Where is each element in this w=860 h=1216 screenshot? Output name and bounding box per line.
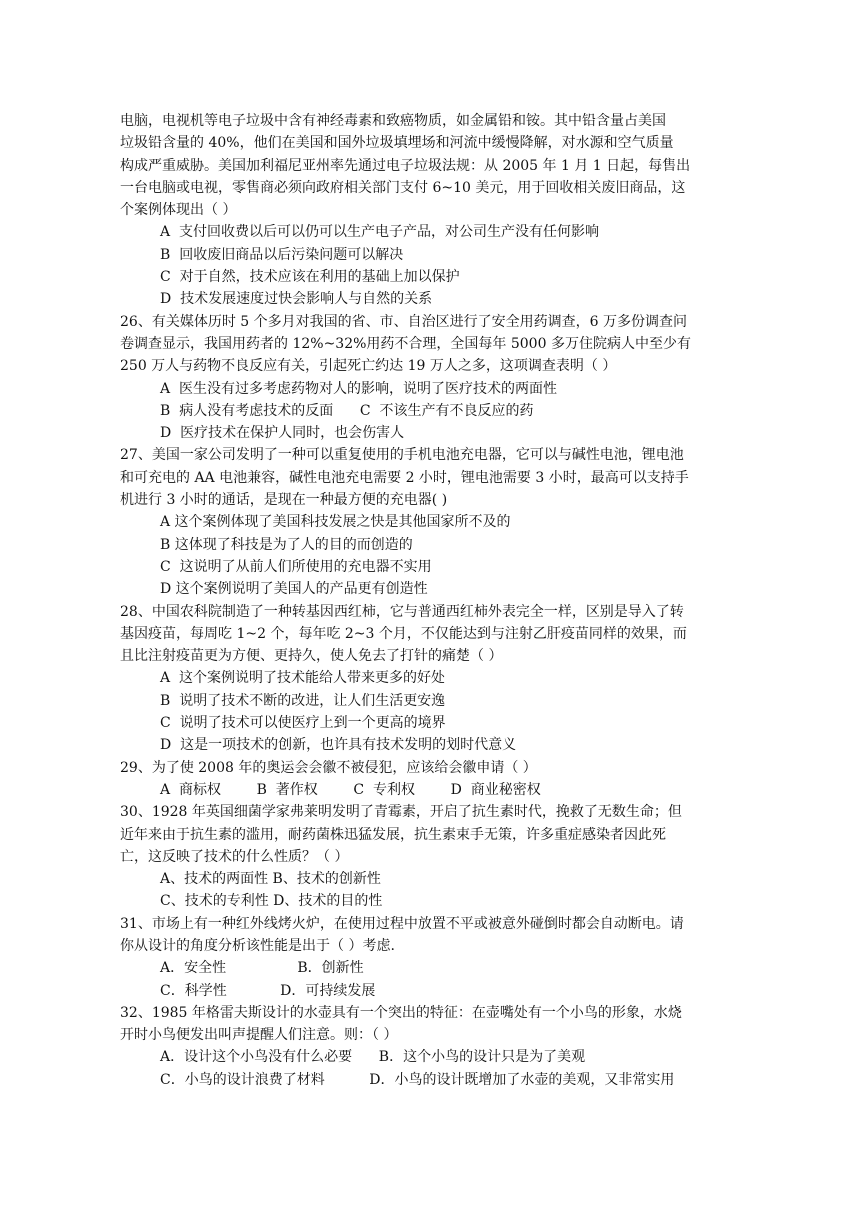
question-stem [120, 1002, 740, 1047]
question-30 [120, 801, 740, 912]
stem-line: 基因疫苗，每周吃 1~2 个，每年吃 2~3 个月，不仅能达到与注射乙肝疫苗同样的效果，而 [120, 625, 687, 642]
option: D 技术发展速度过快会影响人与自然的关系 [160, 291, 433, 308]
option: D 医疗技术在保护人同时，也会伤害人 [160, 425, 405, 442]
question-25-continued [120, 110, 740, 311]
question-32 [120, 1002, 740, 1091]
stem-line: 亡，这反映了技术的什么性质？（ ） [120, 848, 349, 865]
question-stem [120, 801, 740, 868]
question-stem [120, 757, 740, 779]
option: B 这体现了科技是为了人的目的而创造的 [160, 536, 413, 553]
option: C 对于自然，技术应该在利用的基础上加以保护 [160, 269, 460, 286]
stem-line: 32、1985 年格雷夫斯设计的水壶具有一个突出的特征：在壶嘴处有一个小鸟的形象，水烧 [120, 1004, 682, 1021]
option: B 回收废旧商品以后污染问题可以解决 [160, 246, 404, 263]
stem-line: 27、美国一家公司发明了一种可以重复使用的手机电池充电器，它可以与碱性电池，锂电池 [120, 447, 684, 464]
stem-line: 构成严重威胁。美国加利福尼亚州率先通过电子垃圾法规：从 2005 年 1 月 1 日起，每售出 [120, 157, 691, 174]
question-stem [120, 444, 740, 511]
stem-line: 你从设计的角度分析该性能是出于（ ）考虑. [120, 937, 395, 954]
stem-line: 垃圾铅含量的 40%，他们在美国和国外垃圾填埋场和河流中缓慢降解，对水源和空气质量 [120, 135, 674, 152]
stem-line: 卷调查显示，我国用药者的 12%~32%用药不合理，全国每年 5000 多万住院病人中至少有 [120, 335, 691, 352]
question-27 [120, 444, 740, 600]
question-28 [120, 601, 740, 757]
stem-line: 机进行 3 小时的通话，是现在一种最方便的充电器( ) [120, 492, 448, 509]
option: B 病人没有考虑技术的反面 C 不该生产有不良反应的药 [160, 402, 534, 419]
option: A 医生没有过多考虑药物对人的影响，说明了医疗技术的两面性 [160, 380, 558, 397]
option: C．小鸟的设计浪费了材料 D．小鸟的设计既增加了水壶的美观，又非常实用 [160, 1071, 675, 1088]
stem-line: 250 万人与药物不良反应有关，引起死亡约达 19 万人之多，这项调查表明（ ） [120, 358, 617, 375]
option: A．安全性 B．创新性 [160, 960, 364, 977]
question-stem [120, 601, 740, 668]
option: C．科学性 D．可持续发展 [160, 982, 376, 999]
stem-line: 31、市场上有一种红外线烤火炉，在使用过程中放置不平或被意外碰倒时都会自动断电。请 [120, 915, 684, 932]
question-stem [120, 913, 740, 958]
option: A 商标权 B 著作权 C 专利权 D 商业秘密权 [160, 781, 541, 798]
stem-line: 个案例体现出（ ） [120, 202, 237, 219]
option: A 这个案例体现了美国科技发展之快是其他国家所不及的 [160, 514, 511, 531]
option: A 这个案例说明了技术能给人带来更多的好处 [160, 670, 446, 687]
stem-line: 29、为了使 2008 年的奥运会会徽不被侵犯，应该给会徽申请（ ） [120, 759, 537, 776]
stem-line: 一台电脑或电视，零售商必须向政府相关部门支付 6~10 美元，用于回收相关废旧商品，这 [120, 179, 686, 196]
question-29 [120, 757, 740, 802]
stem-line: 和可充电的 AA 电池兼容，碱性电池充电需要 2 小时，锂电池需要 3 小时，最高可以支持手 [120, 469, 689, 486]
option: C、技术的专利性 D、技术的目的性 [160, 893, 383, 910]
option: B 说明了技术不断的改进，让人们生活更安逸 [160, 692, 446, 709]
option: C 这说明了从前人们所使用的充电器不实用 [160, 558, 432, 575]
stem-line: 开时小鸟便发出叫声提醒人们注意。则：（ ） [120, 1027, 398, 1044]
option: C 说明了技术可以使医疗上到一个更高的境界 [160, 715, 446, 732]
option: A．设计这个小鸟没有什么必要 B．这个小鸟的设计只是为了美观 [160, 1049, 586, 1066]
stem-line: 26、有关媒体历时 5 个多月对我国的省、市、自治区进行了安全用药调查，6 万多份调查问 [120, 313, 687, 330]
option: A、技术的两面性 B、技术的创新性 [160, 871, 381, 888]
question-stem [120, 311, 740, 378]
option: D 这是一项技术的创新，也许具有技术发明的划时代意义 [160, 737, 517, 754]
stem-line: 28、中国农科院制造了一种转基因西红柿，它与普通西红柿外表完全一样，区别是导入了转 [120, 603, 684, 620]
stem-line: 且比注射疫苗更为方便、更持久，使人免去了打针的痛楚（ ） [120, 648, 503, 665]
option: D 这个案例说明了美国人的产品更有创造性 [160, 581, 428, 598]
stem-line: 30、1928 年英国细菌学家弗莱明发明了青霉素，开启了抗生素时代，挽救了无数生命；但 [120, 804, 682, 821]
stem-line: 电脑，电视机等电子垃圾中含有神经毒素和致癌物质，如金属铅和铵。其中铅含量占美国 [120, 113, 666, 129]
question-26 [120, 311, 740, 445]
question-stem [120, 110, 740, 221]
question-31 [120, 913, 740, 1002]
stem-line: 近年来由于抗生素的滥用，耐药菌株迅猛发展，抗生素束手无策，许多重症感染者因此死 [120, 826, 666, 843]
option: A 支付回收费以后可以仍可以生产电子产品，对公司生产没有任何影响 [160, 224, 600, 241]
